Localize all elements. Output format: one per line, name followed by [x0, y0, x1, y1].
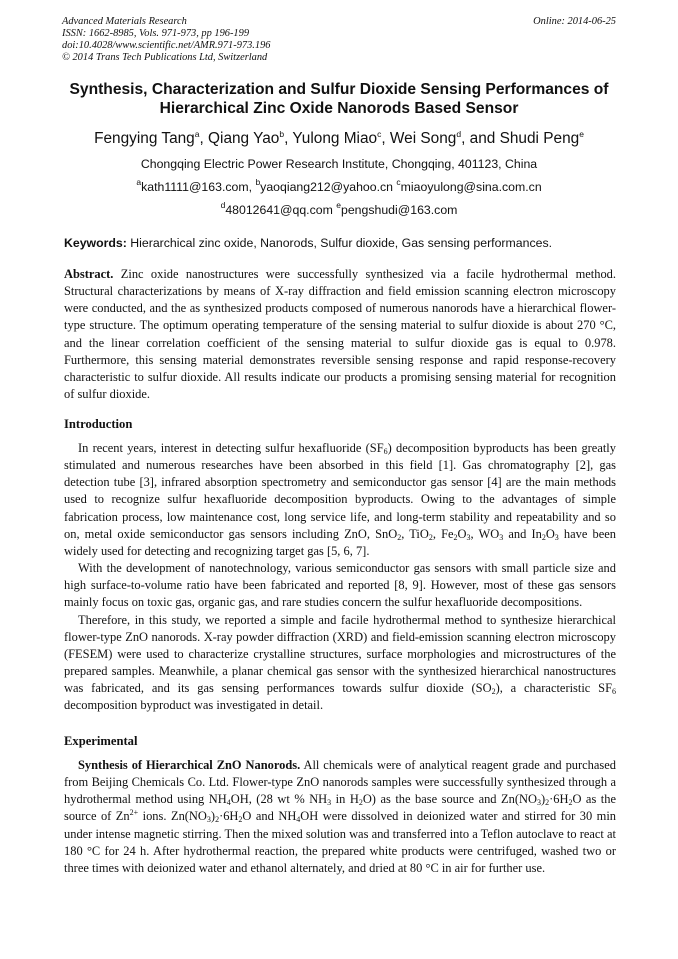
subsection-label: Synthesis of Hierarchical ZnO Nanorods. — [78, 758, 301, 772]
author-name: Wei Song — [389, 130, 457, 147]
email-mark: b — [255, 177, 261, 187]
title-line-1: Synthesis, Characterization and Sulfur Dioxide Sensing Performances of — [69, 81, 609, 98]
email-mark: c — [396, 177, 401, 187]
email-address: 48012641@qq.com — [225, 203, 333, 217]
author-mark: c — [377, 129, 382, 139]
email-mark: a — [136, 177, 142, 187]
email-row — [40, 200, 638, 218]
abstract-label: Abstract. — [64, 267, 114, 281]
paper-title — [50, 80, 628, 118]
author-separator: , — [199, 130, 209, 147]
issn-line: ISSN: 1662-8985, Vols. 971-973, pp 196-199 — [62, 28, 250, 39]
introduction-heading: Introduction — [64, 417, 133, 431]
author-separator: , — [284, 130, 293, 147]
email-address: miaoyulong@sina.com.cn — [400, 180, 542, 194]
experimental-heading: Experimental — [64, 734, 138, 748]
abstract — [64, 266, 616, 403]
author-separator: , — [381, 130, 390, 147]
keywords-text: Hierarchical zinc oxide, Nanorods, Sulfur dioxide, Gas sensing performances. — [130, 236, 553, 250]
author-separator: , and — [461, 130, 500, 147]
email-address: yaoqiang212@yahoo.cn — [260, 180, 393, 194]
paragraph: With the development of nanotechnology, various semiconductor gas sensors with small particle size and high surface-to-volume ratio have been fabricated and reported [8, 9]. However, most of these gas sensors mainly focus on toxic gas, organic gas, and rare studies concern the sulfur hexafluoride decompositions. — [64, 561, 616, 610]
paragraph: Therefore, in this study, we reported a simple and facile hydrothermal method to synthesize hierarchical flower-type ZnO nanorods. X-ray powder diffraction (XRD) and field-emission scanning electron microscopy (FESEM) were used to characterize crystalline structures, surface morphologies and microstructures of the prepared samples. Meanwhile, a planar chemical gas sensor with the synthesized hierarchical nanostructures was fabricated, and its gas sensing performances towards sulfur dioxide $(SO_2)$, a characteristic $SF_6$ decomposition byproduct was investigated in detail. — [64, 612, 616, 713]
keywords — [64, 236, 624, 251]
author-mark: b — [279, 129, 285, 139]
abstract-text: Zinc oxide nanostructures were successfully synthesized via a facile hydrothermal method. Structural characterizations by means of X-ray diffraction and field emission scanning electron microscopy were conducted, and the as synthesized products composed of numerous nanorods have a hierarchical flower-type structure. The optimum operating temperature of the sensing material to sulfur dioxide is about 270 °C, and the linear correlation coefficient of the sensing material to sulfur dioxide gas is equal to 0.978. Furthermore, this sensing material demonstrates reversible sensing response and rapid response-recovery characteristic to sulfur dioxide. All results indicate our products a promising sensing material for recognition of sulfur dioxide. — [64, 267, 617, 402]
journal-header — [62, 16, 270, 64]
author-list — [40, 129, 638, 149]
experimental-body — [64, 757, 616, 877]
email-mark: d — [220, 200, 226, 210]
email-row — [40, 177, 638, 195]
author-name: Fengying Tang — [94, 130, 195, 147]
copyright-line: © 2014 Trans Tech Publications Ltd, Switzerland — [62, 52, 268, 63]
paragraph: In recent years, interest in detecting sulfur hexafluoride $(SF_6)$ decomposition byproducts has been greatly stimulated and numerous researches have been absorbed in this field [1]. Gas chromatography [2], gas detection tube [3], infrared absorption spectrometry and semiconductor gas sensor [4] are the main methods used to recognize sulfur hexafluoride decomposition byproducts. Owing to the advantages of simple fabrication process, low maintenance cost, long service life, and long-term stability and repeatability and so on, metal oxide semiconductor gas sensors including ZnO, SnO$_2$, TiO$_2$, $Fe_2O_3$, $WO_3$ and $In_2O_3$ have been widely used for detecting and recognizing target gas [5, 6, 7]. — [64, 441, 617, 558]
paragraph: Synthesis of Hierarchical ZnO Nanorods. All chemicals were of analytical reagent grade and purchased from Beijing Chemicals Co. Ltd. Flower-type ZnO nanorods samples were successfully synthesized through a hydrothermal method using $NH_4OH$, (28 wt % $NH_3$ in $H_2O$) as the base source and $Zn(NO_3)_2\cdot 6H_2O$ as the source of $Zn^{2+}$ ions. $Zn(NO_3)_2\cdot 6H_2O$ and $NH_4OH$ were dissolved in deionized water and stirred for 30 min under intense magnetic stirring. Then the mixed solution was and transferred into a Teflon autoclave to react at 180 °C for 24 h. After hydrothermal reaction, the prepared white products were centrifuged, washed two or three times with deionized water and ethanol alternately, and dried at 80 °C in air for further use. — [64, 758, 617, 875]
email-mark: e — [336, 200, 341, 210]
author-mark: d — [456, 129, 462, 139]
author-name: Qiang Yao — [208, 130, 280, 147]
online-date: Online: 2014-06-25 — [533, 16, 616, 27]
introduction-body — [64, 440, 616, 715]
email-address: kath1111@163.com, — [141, 180, 253, 194]
journal-name: Advanced Materials Research — [62, 16, 187, 27]
author-name: Shudi Peng — [499, 130, 580, 147]
affiliation: Chongqing Electric Power Research Institute, Chongqing, 401123, China — [140, 157, 538, 171]
author-mark: e — [579, 129, 584, 139]
author-name: Yulong Miao — [292, 130, 378, 147]
email-address: pengshudi@163.com — [341, 203, 458, 217]
author-mark: a — [194, 129, 200, 139]
title-line-2: Hierarchical Zinc Oxide Nanorods Based Sensor — [159, 100, 519, 117]
keywords-label: Keywords: — [64, 236, 127, 250]
doi-line: doi:10.4028/www.scientific.net/AMR.971-973.196 — [62, 40, 271, 51]
